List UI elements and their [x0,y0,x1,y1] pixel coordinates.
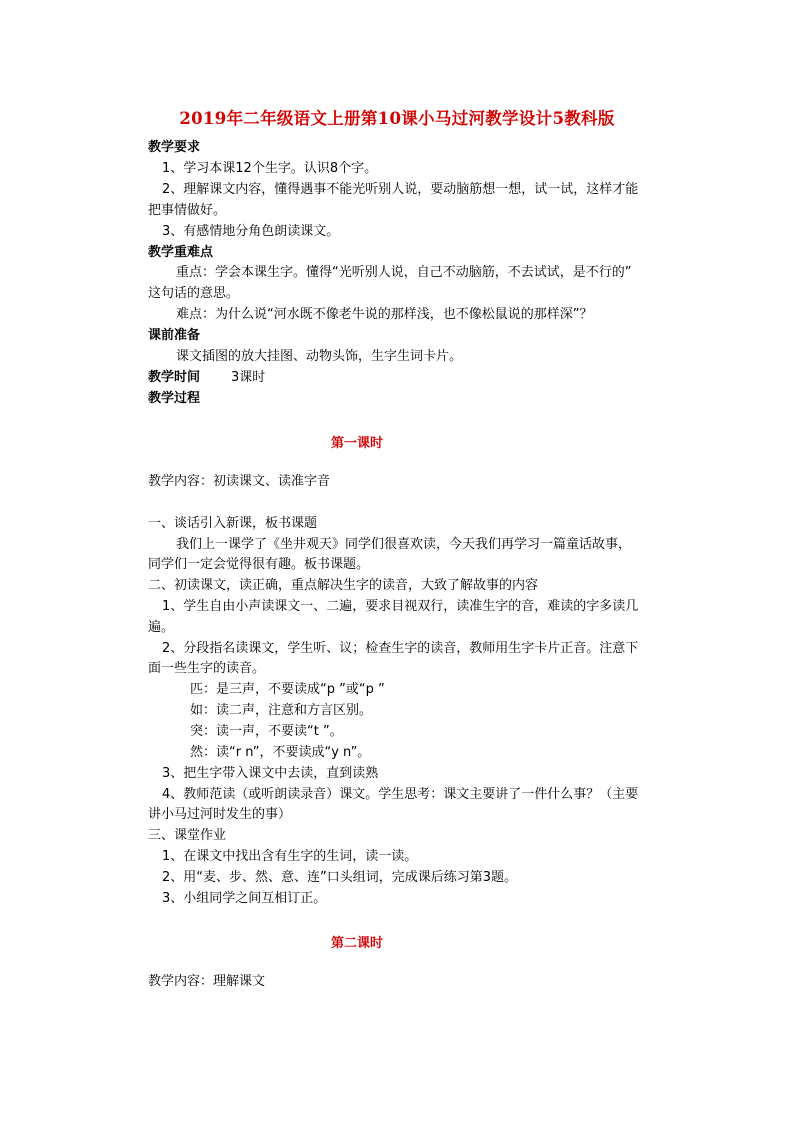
requirement-item-1: 1、学习本课12个生字。认识8个字。 [162,161,378,176]
pronunciation-note: 匹：是三声，不要读成“p ”或“p ” [190,682,385,697]
process-heading: 教学过程 [148,391,201,406]
pronunciation-note: 然：读“r n”，不要读成“y n”。 [190,745,371,760]
requirement-item-3: 3、有感情地分角色朗读课文。 [162,224,340,239]
lesson-2-content: 教学内容：理解课文 [148,974,266,989]
pronunciation-note: 突：读一声，不要读“t ”。 [190,724,343,739]
key-point-cont: 这句话的意思。 [148,286,240,301]
preparation-text: 课文插图的放大挂图、动物头饰，生字生词卡片。 [176,349,463,364]
key-point: 重点：学会本课生字。懂得“光听别人说，自己不动脑筋，不去试试，是不行的” [176,265,632,280]
section-1-title: 一、谈话引入新课，板书课题 [148,516,318,531]
lesson-2-heading: 第二课时 [330,936,383,951]
section-2-title: 二、初读课文，读正确，重点解决生字的读音，大致了解故事的内容 [148,578,539,593]
requirement-item-2-cont: 把事情做好。 [148,203,227,218]
section-2-item-1-cont: 遍。 [148,620,175,635]
preparation-heading: 课前准备 [148,328,201,343]
section-1-text: 我们上一课学了《坐井观天》同学们很喜欢读，今天我们再学习一篇童话故事， [176,537,632,552]
lesson-1-content: 教学内容：初读课文、读准字音 [148,474,331,489]
section-3-item-1: 1、在课文中找出含有生字的生词，读一读。 [162,849,418,864]
time-value: 3课时 [231,370,266,385]
document-title: 2019年二年级语文上册第10课小马过河教学设计5教科版 [179,109,615,128]
pronunciation-note: 如：读二声，注意和方言区别。 [190,703,373,718]
section-2-item-4-cont: 讲小马过河时发生的事） [148,807,292,822]
difficulty-point: 难点：为什么说“河水既不像老牛说的那样浅，也不像松鼠说的那样深”？ [176,307,593,322]
key-points-heading: 教学重难点 [148,245,214,260]
section-1-text-cont: 同学们一定会觉得很有趣。板书课题。 [148,557,370,572]
section-2-item-2-cont: 面一些生字的读音。 [148,661,266,676]
section-3-item-3: 3、小组同学之间互相订正。 [162,891,327,906]
section-2-item-1: 1、学生自由小声读课文一、二遍，要求目视双行，读准生字的音，难读的字多读几 [162,599,639,614]
requirements-heading: 教学要求 [148,140,201,155]
section-2-item-4: 4、教师范读（或听朗读录音）课文。学生思考：课文主要讲了一件什么事？（主要 [162,787,639,802]
lesson-1-heading: 第一课时 [330,436,383,451]
section-3-title: 三、课堂作业 [148,828,227,843]
section-2-item-3: 3、把生字带入课文中去读，直到读熟 [162,766,379,781]
section-2-item-2: 2、分段指名读课文，学生听、议；检查生字的读音，教师用生字卡片正音。注意下 [162,641,639,656]
requirement-item-2: 2、理解课文内容，懂得遇事不能光听别人说，要动脑筋想一想，试一试，这样才能 [162,182,639,197]
time-heading: 教学时间 [148,370,201,385]
section-3-item-2: 2、用“麦、步、然、意、连”口头组词，完成课后练习第3题。 [162,870,518,885]
